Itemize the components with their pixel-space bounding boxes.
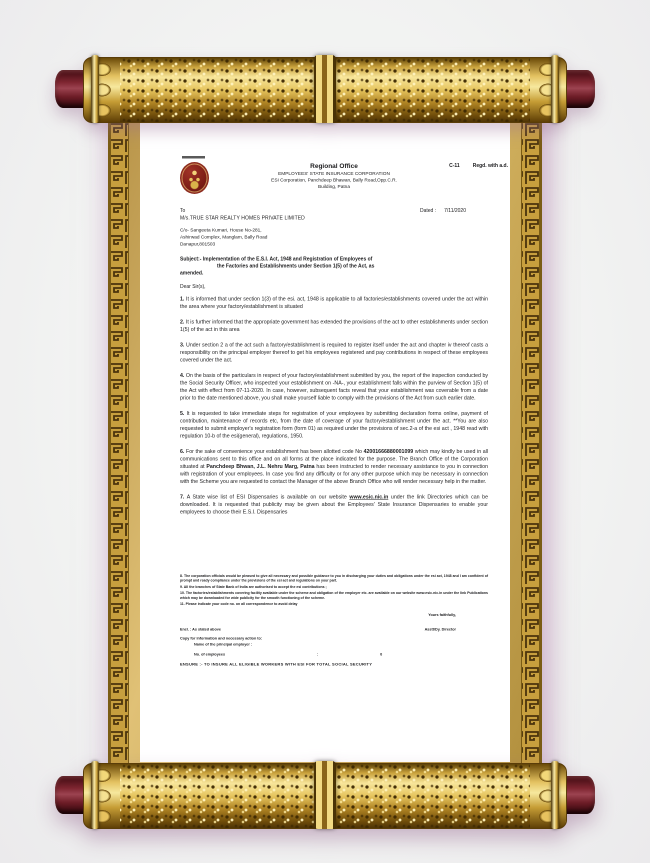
employees-row — [180, 652, 488, 657]
enclosure-note: Encl. : As stated above — [180, 627, 221, 632]
paragraph-2: 2. It is further informed that the appropriate government has extended the provisions of the act to other establishments under section 1(5) of the act in this area — [180, 319, 488, 333]
office-address-line2: Building, Patna — [318, 184, 350, 190]
organization-name: EMPLOYEES' STATE INSURANCE CORPORATION — [278, 171, 390, 177]
website-link-text: www.esic.nic.in — [349, 494, 389, 500]
recipient-block — [180, 208, 488, 221]
page-title: Regional Office — [310, 162, 358, 170]
subject-line-2: the Factories and Establishments under Section 1(5) of the Act, as — [217, 263, 375, 269]
small-point-1: 8. The corporation officials would be pleased to give all necessary and possible guidance to you in discharging your duties and obligations under the esi act, 1948 and I am confident of prompt and ready compliance under the provisions of the esi act and regulations on your part. — [180, 574, 488, 583]
recipient-address-line: Ashirwad Complex, Manglam, Bally Road — [180, 234, 268, 240]
roller-cap — [530, 764, 566, 828]
form-code: C-11 — [449, 163, 460, 169]
dated-label: Dated : — [420, 208, 437, 214]
regd-note: Regd. with a.d. — [472, 163, 508, 169]
esic-letter — [140, 120, 510, 762]
subject-line-3: amended. — [180, 270, 204, 276]
employees-value: 0 — [380, 652, 383, 657]
roller-cap — [530, 58, 566, 122]
to-label: To — [180, 208, 186, 214]
roller-center-band — [314, 761, 336, 829]
slogan: ENSURE :- TO INSURE ALL ELIGIBLE WORKERS WITH ESI FOR TOTAL SOCIAL SECURITY — [180, 662, 373, 667]
small-point-4: 11. Please indicate your code no. on all correspondence to avoid delay — [180, 602, 298, 607]
employees-label: No. of employees — [194, 652, 226, 657]
body-paragraphs — [180, 296, 488, 517]
scan-mark — [182, 156, 205, 159]
scroll-bottom-roller — [55, 763, 595, 827]
signatory-title: Asstt/Dy. Director — [424, 627, 456, 632]
esic-logo-icon — [180, 162, 209, 194]
paragraph-4: 4. On the basis of the particulars in respect of your factory/establishment submitted by you, the report of the inspection conducted by the Social Security Officer, who inspected your establishment on -NA-, your establishment falls within the purview of Section 1(5) of the Act with effect from 07-11-2020. In case, however, subsequent facts reveal that your establishment was coverable from a date prior to the date mentioned above, you shall make yourself liable to comply with the provisions of the Act from such earlier date. — [180, 372, 488, 401]
salutation: Dear Sir(s), — [180, 284, 206, 290]
roller-ring — [91, 761, 99, 829]
letterhead — [180, 162, 508, 199]
subject-line-1: Subject:- Implementation of the E.S.I. Act, 1948 and Registration of Employees of — [180, 256, 373, 262]
roller-ring — [91, 55, 99, 123]
date-block — [420, 208, 466, 214]
copy-heading: Copy for information and necessary action to: — [180, 636, 263, 641]
paragraph-3: 3. Under section 2 a of the act such a factory/establishment is required to register itself under the act and chapter iv thereof casts a responsibility on the principal employer thereof to get his employees registered and pay contributions in respect of these employees covered under the act. — [180, 342, 488, 363]
recipient-address — [180, 227, 488, 248]
roller-cap — [84, 58, 120, 122]
scroll-top-roller — [55, 57, 595, 121]
subject-line — [180, 256, 488, 277]
recipient-name: M/s.TRUE STAR REALTY HOMES PRIVATE LIMITED — [180, 215, 305, 221]
paragraph-5: 5. It is requested to take immediate steps for registration of your employees by submitting declaration forms online, payment of contribution, maintenance of records etc, from the date of coverage of your factory/establishment under the act. **You are also requested to submit employer's registration form (form 01) as required under the provisions of sec.2-a of the esi act , 1948 read with regulation 10-b of the esi(general), regulations, 1950. — [180, 410, 488, 439]
employees-separator: : — [317, 652, 319, 657]
letter-paper — [140, 120, 510, 762]
roller-cap — [84, 764, 120, 828]
recipient-address-line: C/o- Sangeeta Kumari, House No-281, — [180, 227, 262, 233]
paragraph-1: 1. It is informed that under section 1(3) of the esi. act, 1948 is applicable to all factories/establishments covered under the act within the area where your factory/establishment is situated — [180, 296, 488, 310]
dated-value: 7/11/2020 — [444, 208, 466, 214]
small-point-3: 10. The factories/establishments covering facility available under the scheme and obligation of the employer etc. are available on our website www.esic.nic.in under the link Publications which may be downloaded for wide publicity for the smooth functioning of the scheme. — [180, 591, 488, 600]
recipient-address-line: Danapur,801503 — [180, 241, 216, 247]
roller-ring — [551, 761, 559, 829]
roller-ring — [551, 55, 559, 123]
copy-item: Name of the principal employer : — [194, 642, 253, 647]
small-points — [180, 574, 488, 607]
paragraph-7: 7. A State wise list of ESI Dispensaries is available on our website www.esic.nic.in under the link Directories which can be downloaded. It is requested that publicity may be given about the Employees' State Insurance Dispensaries to enable your employees to choose their E.S.I. Dispensaries — [180, 494, 488, 515]
paragraph-6: 6. For the sake of convenience your establishment has been allotted code No 42001666880001099 which may kindly be used in all communications sent to this office and on all forms at the place indicated for the purpose. The Branch Office of the Corporation situated at Panchdeep Bhwan, J.L. Nehru Marg, Patna has been instructed to render necessary assistance to you in connection with registration of your employees. In case you find any difficulty or for any other purpose which may be necessary in connection with the Scheme you are requested to contact the Manager of the above Branch Office who will render necessary help in the matter. — [180, 448, 488, 485]
office-address-line1: ESI Corporation, Panchdeep Bhawan, Bally Road,Opp.C.R. — [271, 177, 397, 183]
roller-center-band — [314, 55, 336, 123]
small-point-2: 9. All the branches of State Bank of India are authorised to accept the esi contributions ; — [180, 585, 327, 589]
scroll-frame — [108, 90, 542, 792]
closing: Yours faithfully, — [428, 612, 456, 618]
